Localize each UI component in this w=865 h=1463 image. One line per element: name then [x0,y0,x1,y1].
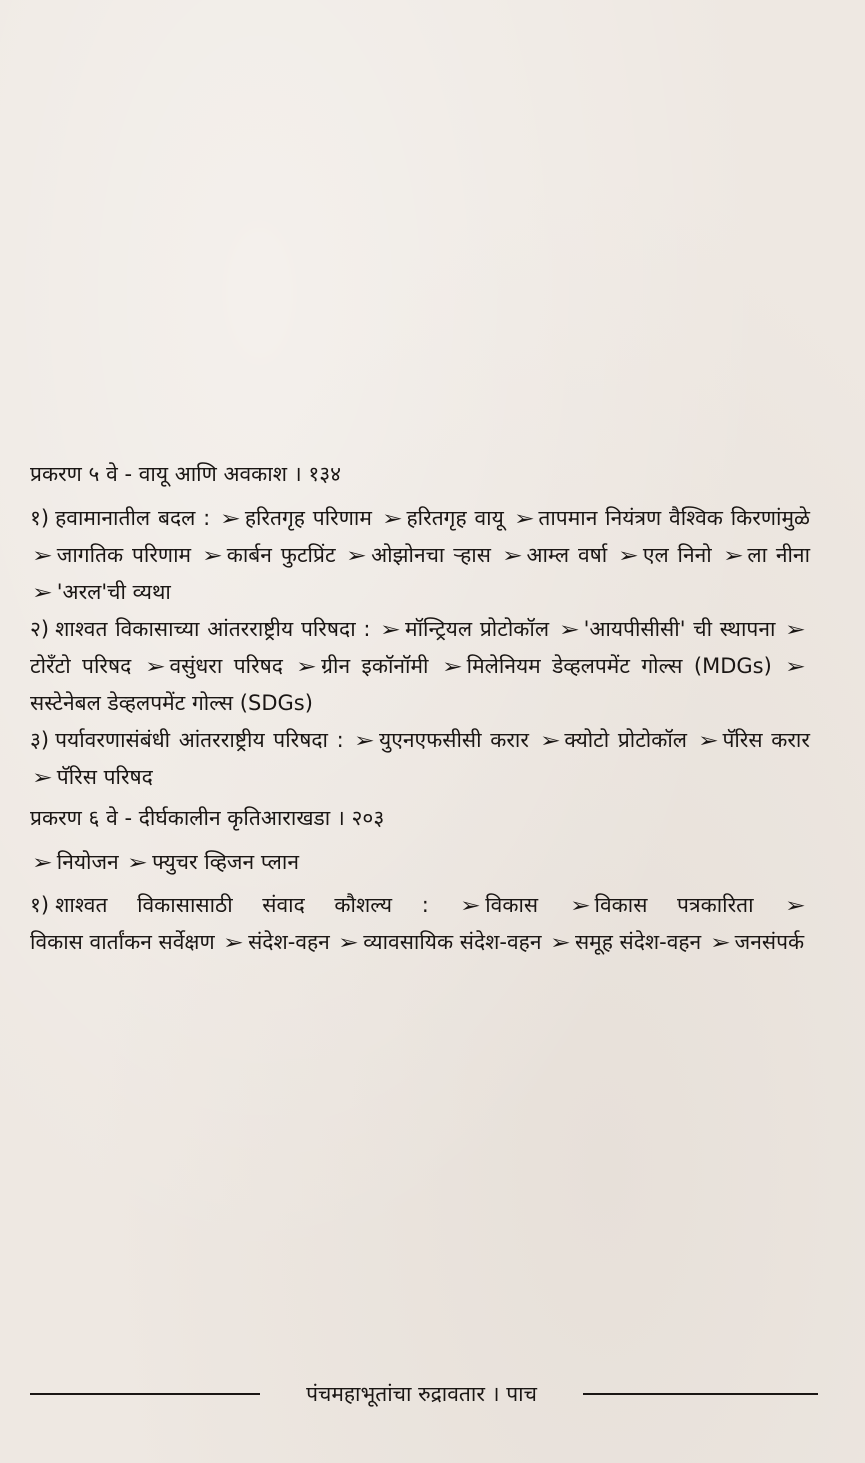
bullet-arrow-icon: ➢ [460,893,482,917]
bullet-arrow-icon: ➢ [219,506,241,530]
topic-item: युएनएफसीसी करार [379,728,529,752]
bullet-arrow-icon: ➢ [709,930,731,954]
bullet-arrow-icon: ➢ [338,930,360,954]
topic-item: कार्बन फुटप्रिंट [226,543,336,567]
bullet-arrow-icon: ➢ [381,506,403,530]
topic-item: जनसंपर्क [734,930,805,954]
topic-item: पॅरिस करार [722,728,810,752]
section-title: हवामानातील बदल : [55,506,211,530]
bullet-arrow-icon: ➢ [550,930,572,954]
topic-item: ग्रीन इकॉनॉमी [321,654,429,678]
topic-item: समूह संदेश-वहन [574,930,702,954]
bullet-arrow-icon: ➢ [785,893,807,917]
section-number: २) [30,617,50,641]
chapter-6-lead-items [30,844,810,881]
bullet-arrow-icon: ➢ [31,580,53,604]
topic-item: विकास [485,893,539,917]
topic-item: एल निनो [642,543,712,567]
topic-item: नियोजन [56,850,119,874]
bullet-arrow-icon: ➢ [558,617,580,641]
bullet-arrow-icon: ➢ [697,728,719,752]
contents-block [30,458,810,961]
topic-item: तापमान नियंत्रण वैश्विक किरणांमुळे [538,506,811,530]
bullet-arrow-icon: ➢ [346,543,368,567]
topic-item: सस्टेनेबल डेव्हलपमेंट गोल्स (SDGs) [30,691,313,715]
bullet-arrow-icon: ➢ [722,543,744,567]
section-title: शाश्वत विकासाच्या आंतरराष्ट्रीय परिषदा : [55,617,371,641]
topic-item: विकास वार्तांकन सर्वेक्षण [30,930,215,954]
footer-text: पंचमहाभूतांचा रुद्रावतार । पाच [306,1382,537,1406]
topic-item: ला नीना [747,543,811,567]
topic-item: 'आयपीसीसी' ची स्थापना [583,617,776,641]
bullet-arrow-icon: ➢ [223,930,245,954]
bullet-arrow-icon: ➢ [501,543,523,567]
section-number: १) [30,893,50,917]
section-title: पर्यावरणासंबंधी आंतरराष्ट्रीय परिषदा : [55,728,344,752]
topic-item: वसुंधरा परिषद [169,654,283,678]
topic-item: हरितगृह वायू [406,506,504,530]
bullet-arrow-icon: ➢ [296,654,318,678]
topic-item: मॉन्ट्रियल प्रोटोकॉल [405,617,550,641]
bullet-arrow-icon: ➢ [31,850,53,874]
topic-item: ओझोनचा ऱ्हास [371,543,491,567]
chapter-5-heading: प्रकरण ५ वे - वायू आणि अवकाश । १३४ [30,462,342,486]
topic-item: हरितगृह परिणाम [244,506,372,530]
bullet-arrow-icon: ➢ [785,617,807,641]
bullet-arrow-icon: ➢ [201,543,223,567]
topic-item: व्यावसायिक संदेश-वहन [363,930,542,954]
bullet-arrow-icon: ➢ [617,543,639,567]
bullet-arrow-icon: ➢ [569,893,591,917]
bullet-arrow-icon: ➢ [539,728,561,752]
topic-item: जागतिक परिणाम [56,543,192,567]
chapter-6-sections [30,887,810,961]
section-title: शाश्वत विकासासाठी संवाद कौशल्य : [55,893,429,917]
topic-item: विकास पत्रकारिता [594,893,754,917]
footer-right-rule [583,1393,818,1395]
bullet-arrow-icon: ➢ [354,728,376,752]
topic-item: टोरँटो परिषद [30,654,132,678]
bullet-arrow-icon: ➢ [144,654,166,678]
bullet-arrow-icon: ➢ [441,654,463,678]
topic-section [30,500,810,611]
footer-left-rule [30,1393,260,1395]
bullet-arrow-icon: ➢ [785,654,807,678]
bullet-arrow-icon: ➢ [380,617,402,641]
topic-section [30,611,810,722]
topic-item: आम्ल वर्षा [526,543,608,567]
topic-section [30,722,810,796]
topic-item: फ्युचर व्हिजन प्लान [152,850,299,874]
chapter-5-sections [30,500,810,796]
topic-item: संदेश-वहन [248,930,330,954]
topic-item: पॅरिस परिषद [56,765,153,789]
topic-section [30,887,810,961]
topic-item: क्योटो प्रोटोकॉल [564,728,688,752]
topic-item: 'अरल'ची व्यथा [56,580,171,604]
bullet-arrow-icon: ➢ [513,506,535,530]
chapter-6-heading: प्रकरण ६ वे - दीर्घकालीन कृतिआराखडा । २०३ [30,806,385,830]
topic-item: मिलेनियम डेव्हलपमेंट गोल्स (MDGs) [466,654,772,678]
section-number: ३) [30,728,50,752]
bullet-arrow-icon: ➢ [31,765,53,789]
section-number: १) [30,506,50,530]
page-footer [30,1376,818,1412]
bullet-arrow-icon: ➢ [127,850,149,874]
bullet-arrow-icon: ➢ [31,543,53,567]
